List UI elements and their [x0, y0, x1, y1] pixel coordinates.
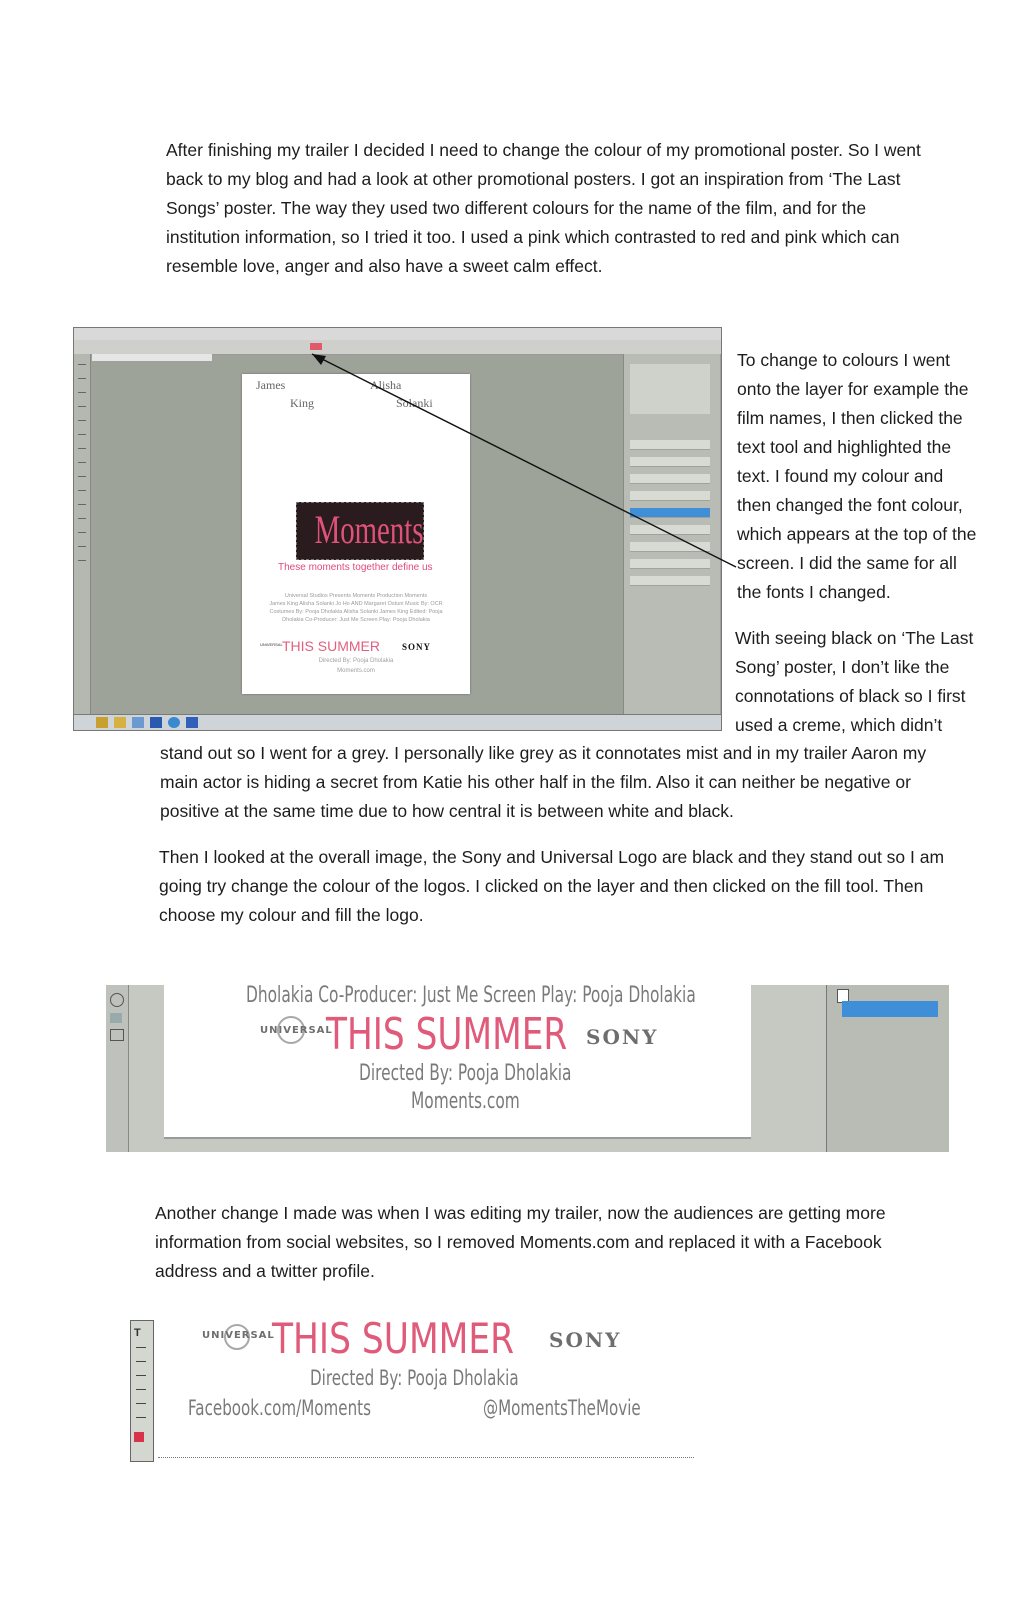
text-line: institution information, so I tried it too. I used a pink which contrasted to red and pink which can	[166, 227, 900, 247]
release-text: THIS SUMMER	[326, 1009, 568, 1060]
text-line: text. I found my colour and	[737, 466, 944, 486]
social-paragraph	[155, 1199, 886, 1286]
text-line: main actor is hiding a secret from Katie his other half in the film. Also it can neither be negative or	[160, 772, 911, 792]
director-credit: Directed By: Pooja Dholakia	[310, 1366, 519, 1390]
sony-logo: SONY	[402, 642, 432, 652]
text-line: To change to colours I went	[737, 350, 951, 370]
director-credit: Directed By: Pooja Dholakia	[318, 658, 394, 664]
text-line: choose my colour and fill the logo.	[159, 905, 424, 925]
website: Moments.com	[411, 1089, 520, 1114]
tagline: These moments together define us	[278, 562, 433, 573]
social-crop-screenshot	[128, 1320, 698, 1462]
universal-logo: UNIVERSAL	[260, 642, 283, 647]
credit-line: Universal Studios Presents Moments Production Moments	[284, 593, 428, 599]
credit-line: Dholakia Co-Producer: Just Me Screen Play: Pooja Dholakia	[282, 617, 430, 623]
website: Moments.com	[337, 668, 375, 674]
text-line: Another change I made was when I was editing my trailer, now the audiences are getting more	[155, 1203, 886, 1223]
poster-crop	[164, 985, 751, 1139]
twitter-profile: @MomentsTheMovie	[483, 1396, 641, 1420]
credit-line: James King Alisha Solanki Jo Ho AND Margaret Ostuni Music By: OCR	[269, 601, 443, 607]
swatch-icon[interactable]	[110, 1013, 122, 1023]
text-line: Then I looked at the overall image, the Sony and Universal Logo are black and they stand out so I am	[159, 847, 945, 867]
actor2-last-name: Solanki	[396, 396, 433, 410]
text-line: the fonts I changed.	[737, 582, 891, 602]
foreground-colour-swatch[interactable]	[134, 1432, 144, 1442]
actor1-last-name: King	[290, 396, 314, 410]
text-line: which appears at the top of the	[737, 524, 977, 544]
text-line: film names, I then clicked the	[737, 408, 963, 428]
coproducer-credit: Dholakia Co-Producer: Just Me Screen Play: Pooja Dholakia	[246, 985, 696, 1008]
universal-logo: UNIVERSAL	[202, 1330, 275, 1341]
text-line: back to my blog and had a look at other promotional posters. I got an inspiration from ‘The Last	[166, 169, 901, 189]
text-line: used a creme, which didn’t	[735, 715, 943, 735]
text-line: text tool and highlighted the	[737, 437, 952, 457]
text-line: With seeing black on ‘The Last	[735, 628, 974, 648]
text-line: After finishing my trailer I decided I need to change the colour of my promotional poster. So I went	[166, 140, 921, 160]
actor2-first-name: Alisha	[370, 378, 402, 392]
grey-paragraph	[160, 739, 926, 826]
text-line: stand out so I went for a grey. I personally like grey as it connotates mist and in my trailer Aaron my	[160, 743, 927, 763]
text-line: address and a twitter profile.	[155, 1261, 375, 1281]
selection-edge	[158, 1457, 694, 1458]
text-line: Song’ poster, I don’t like the	[735, 657, 950, 677]
text-line: resemble love, anger and also have a sweet calm effect.	[166, 256, 603, 276]
tools-panel	[106, 985, 129, 1152]
text-tool-icon[interactable]: T	[134, 1327, 141, 1339]
universal-logo: UNIVERSAL	[260, 1025, 333, 1036]
release-text: THIS SUMMER	[272, 1320, 515, 1363]
text-line: then changed the font colour,	[737, 495, 963, 515]
logo-paragraph	[159, 843, 944, 930]
director-credit: Directed By: Pooja Dholakia	[359, 1061, 572, 1086]
colour-change-paragraph	[737, 346, 976, 607]
credit-line: Costumes By: Pooja Dholakia Alisha Solanki James King Edited: Pooja	[269, 609, 443, 615]
text-line: connotations of black so I first	[735, 686, 966, 706]
text-line: positive at the same time due to how central it is between white and black.	[160, 801, 734, 821]
sony-logo: SONY	[586, 1025, 659, 1049]
grey-paragraph-side	[735, 624, 973, 740]
text-line: onto the layer for example the	[737, 379, 969, 399]
zoom-icon[interactable]	[110, 993, 124, 1007]
text-line: screen. I did the same for all	[737, 553, 957, 573]
sony-logo: SONY	[549, 1328, 622, 1352]
quick-mask-icon[interactable]	[110, 1029, 124, 1041]
release-text: THIS SUMMER	[282, 638, 380, 654]
layer-row-selected[interactable]	[842, 1001, 938, 1017]
facebook-address: Facebook.com/Moments	[188, 1396, 371, 1420]
actor1-first-name: James	[256, 378, 286, 392]
text-line: going try change the colour of the logos. I clicked on the layer and then clicked on the fill tool. Then	[159, 876, 924, 896]
film-title: Moments	[314, 507, 424, 552]
text-line: Songs’ poster. The way they used two different colours for the name of the film, and for the	[166, 198, 867, 218]
text-line: information from social websites, so I removed Moments.com and replaced it with a Facebook	[155, 1232, 882, 1252]
logo-crop-screenshot	[106, 985, 949, 1152]
